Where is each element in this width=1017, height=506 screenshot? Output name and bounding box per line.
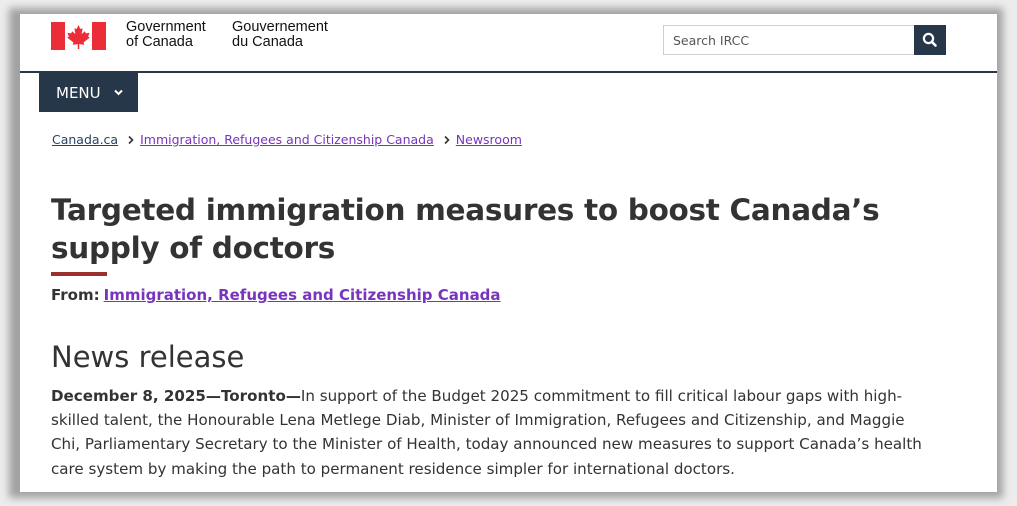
breadcrumb-link-newsroom[interactable]: Newsroom: [455, 132, 522, 147]
search-button[interactable]: [914, 25, 946, 55]
chevron-right-icon: [443, 135, 451, 145]
section-heading: News release: [51, 340, 245, 374]
news-release-paragraph: [51, 384, 931, 481]
title-underline: [51, 272, 107, 276]
body-text: In support of the Budget 2025 commitment to fill critical labour gaps with high-skilled talent, the Honourable Lena Metlege Diab, Minister of Immigration, Refugees and Citizenship, and Maggie Chi, Parliamentary Secretary to the Minister of Health, today announced new measures to support Canada’s health care system by making the path to permanent residence simpler for international doctors.: [51, 387, 922, 478]
site-header: [20, 14, 997, 73]
signature-en-line1[interactable]: Government: [126, 19, 206, 35]
breadcrumb-link-ircc[interactable]: Immigration, Refugees and Citizenship Canada: [140, 132, 434, 147]
dateline: December 8, 2025—Toronto—: [51, 387, 301, 405]
signature-fr-line1[interactable]: Gouvernement: [232, 19, 328, 35]
web-page: [20, 14, 997, 492]
menu-label: MENU: [56, 83, 101, 102]
from-line: [51, 286, 501, 304]
search-icon: [914, 25, 946, 55]
breadcrumb: [52, 132, 522, 147]
canada-flag-icon[interactable]: [51, 22, 106, 50]
signature-en-line2[interactable]: of Canada: [126, 34, 193, 50]
from-department-link[interactable]: Immigration, Refugees and Citizenship Canada: [103, 286, 501, 304]
menu-button[interactable]: [39, 73, 138, 112]
chevron-down-icon: [113, 87, 124, 98]
search-input[interactable]: [663, 25, 915, 55]
page-title: Targeted immigration measures to boost Canada’s supply of doctors: [51, 193, 880, 265]
signature-fr-line2[interactable]: du Canada: [232, 34, 303, 50]
chevron-right-icon: [127, 135, 135, 145]
from-label: From:: [51, 286, 100, 304]
breadcrumb-link-canada[interactable]: Canada.ca: [52, 132, 119, 147]
